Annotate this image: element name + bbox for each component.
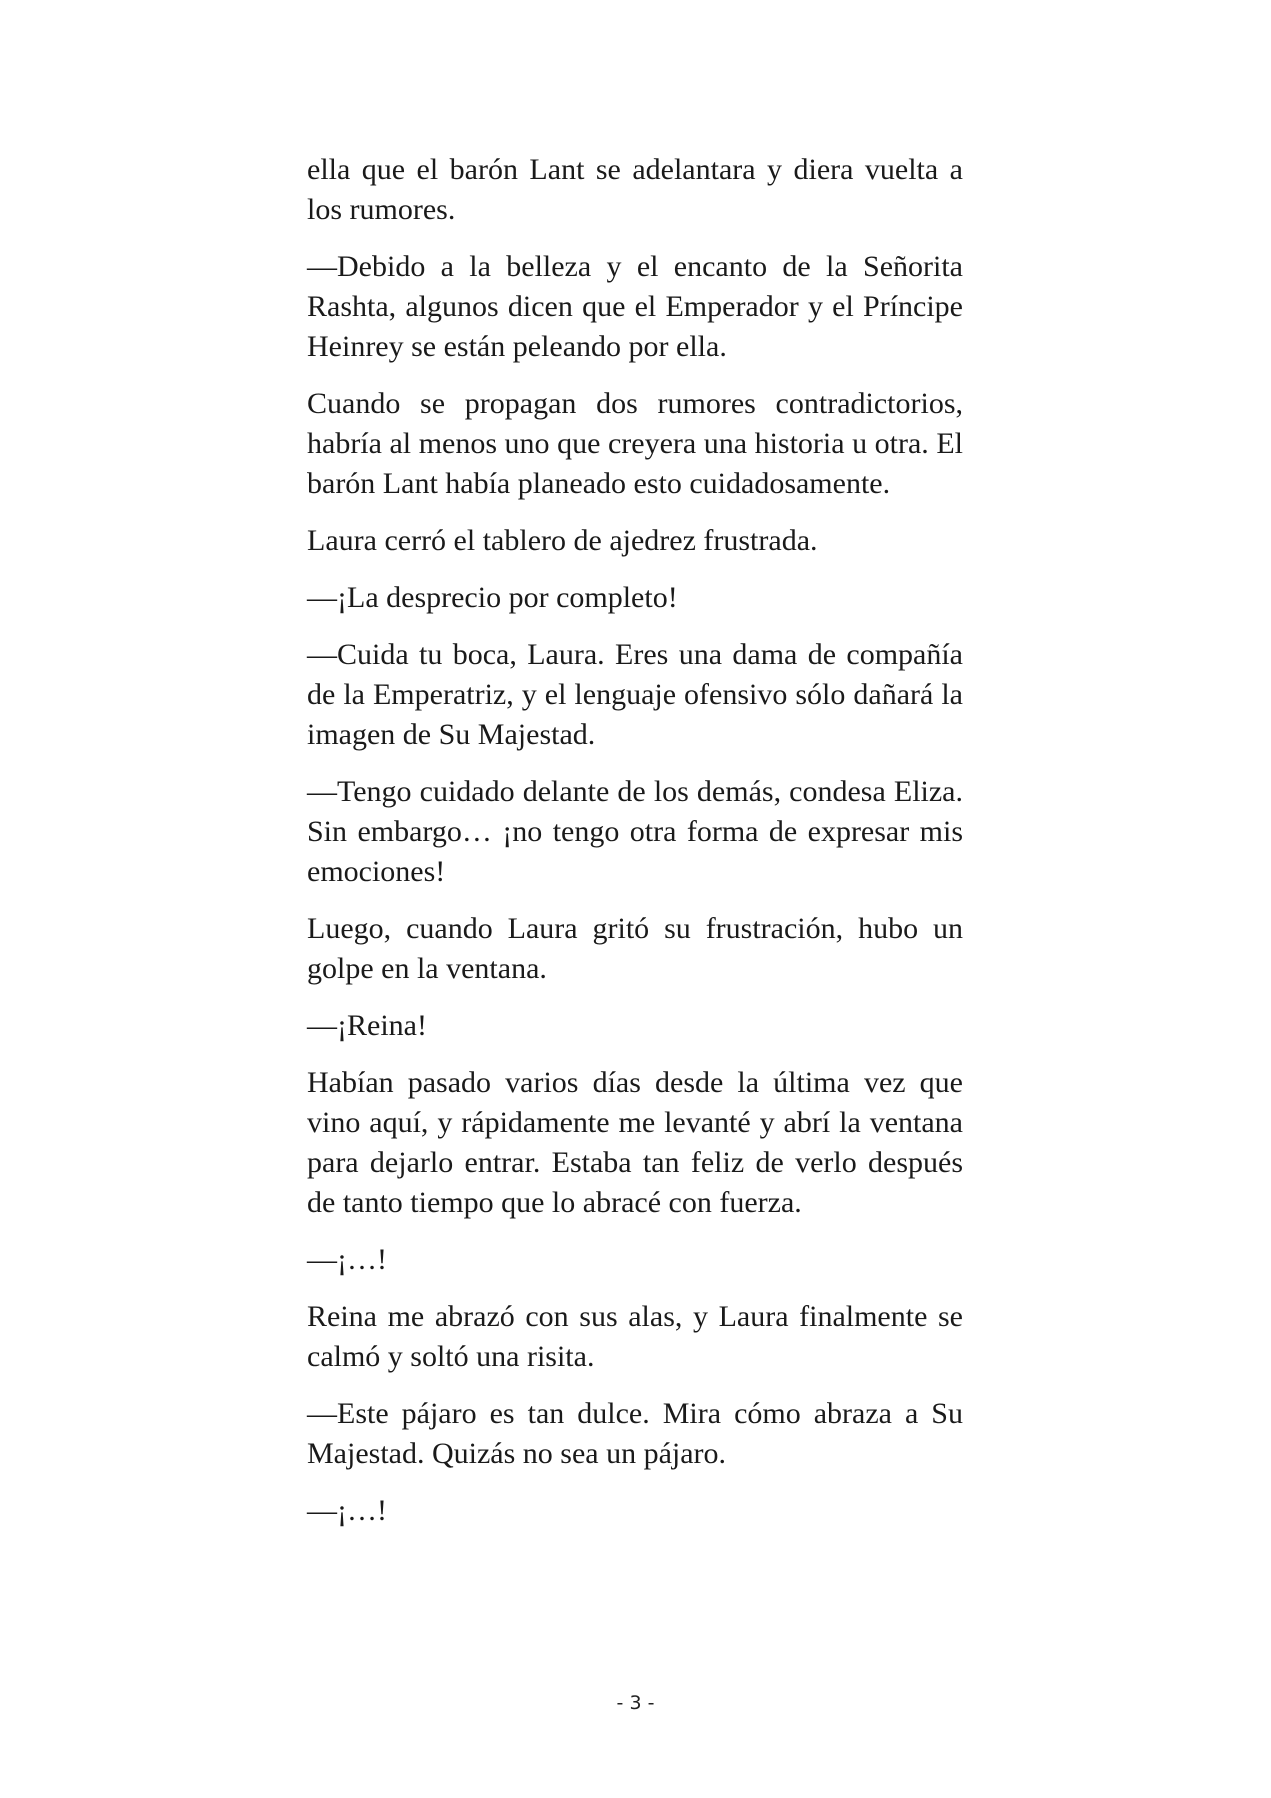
dialogue-reina: —¡Reina! (307, 1009, 427, 1042)
paragraph-continuation: ella que el barón Lant se adelantara y diera vuelta a los rumores. (307, 153, 963, 226)
paragraph-window-knock: Luego, cuando Laura gritó su frustración, hubo un golpe en la ventana. (307, 912, 963, 985)
dialogue-watch-mouth: —Cuida tu boca, Laura. Eres una dama de compañía de la Emperatriz, y el lenguaje ofensivo sólo dañará la imagen de Su Majestad. (307, 638, 963, 751)
dialogue-exclamation-1: —¡…! (307, 1243, 387, 1276)
paragraph-rumors: Cuando se propagan dos rumores contradictorios, habría al menos uno que creyera una historia u otra. El barón Lant había planeado esto cuidadosamente. (307, 387, 963, 500)
paragraph-days-passed: Habían pasado varios días desde la última vez que vino aquí, y rápidamente me levanté y abrí la ventana para dejarlo entrar. Estaba tan feliz de verlo después de tanto tiempo que lo abracé con fuerza. (307, 1066, 963, 1219)
dialogue-exclamation-2: —¡…! (307, 1494, 387, 1527)
dialogue-careful: —Tengo cuidado delante de los demás, condesa Eliza. Sin embargo… ¡no tengo otra forma de expresar mis emociones! (307, 775, 963, 888)
dialogue-despise: —¡La desprecio por completo! (307, 581, 678, 614)
dialogue-rumor: —Debido a la belleza y el encanto de la Señorita Rashta, algunos dicen que el Emperador y el Príncipe Heinrey se están peleando por ella. (307, 250, 963, 363)
paragraph-chessboard: Laura cerró el tablero de ajedrez frustrada. (307, 524, 818, 557)
paragraph-wings: Reina me abrazó con sus alas, y Laura finalmente se calmó y soltó una risita. (307, 1300, 963, 1373)
page-number: - 3 - (616, 1692, 655, 1714)
body-text (307, 150, 963, 1548)
dialogue-sweet-bird: —Este pájaro es tan dulce. Mira cómo abraza a Su Majestad. Quizás no sea un pájaro. (307, 1397, 963, 1470)
